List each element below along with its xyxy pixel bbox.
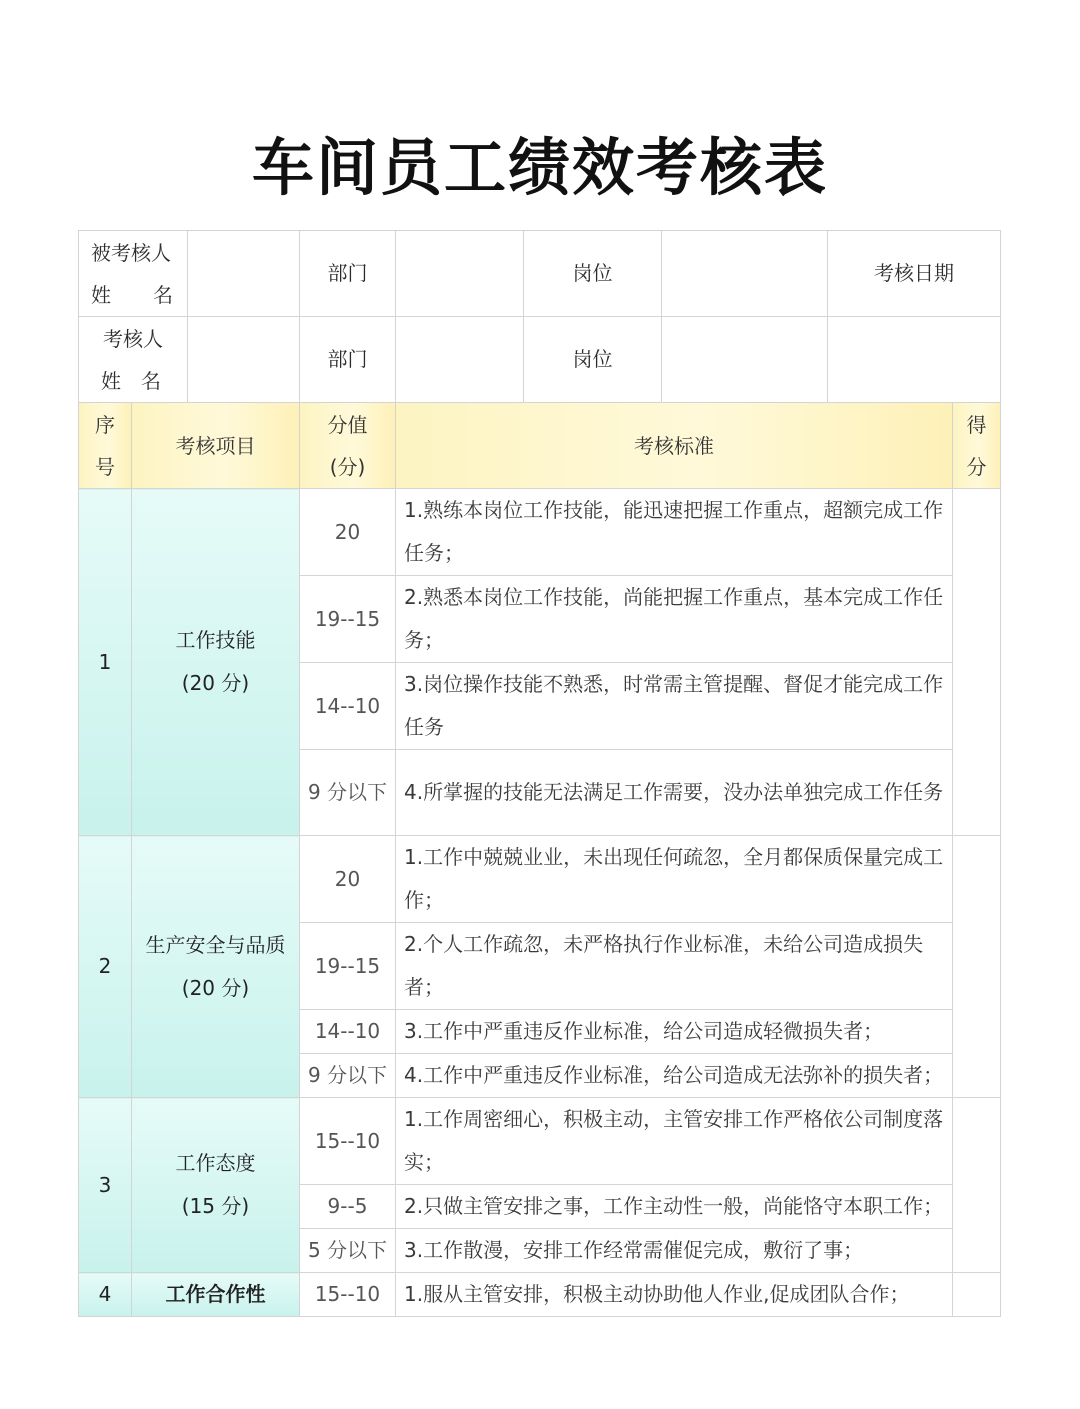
examinee-dept-label: 部门	[300, 231, 396, 317]
table-row	[79, 1273, 1001, 1317]
table-row	[79, 1098, 1001, 1185]
header-no-b: 号	[95, 454, 115, 479]
criteria-cell: 2.熟悉本岗位工作技能，尚能把握工作重点，基本完成工作任务；	[396, 576, 953, 663]
examiner-label-top: 考核人	[103, 326, 163, 351]
score-cell: 9--5	[300, 1185, 396, 1229]
page-title: 车间员工绩效考核表	[251, 131, 828, 204]
criteria-cell: 3.工作散漫，安排工作经常需催促完成，敷衍了事；	[396, 1229, 953, 1273]
section-3-get-score[interactable]	[953, 1098, 1001, 1273]
section-3-item-points: (15 分)	[181, 1194, 250, 1218]
section-3-item-name: 工作态度	[175, 1151, 256, 1175]
section-2-get-score[interactable]	[953, 836, 1001, 1098]
examiner-label-ming: 名	[141, 368, 161, 393]
score-cell: 20	[300, 489, 396, 576]
section-2-item	[132, 836, 300, 1098]
table-header-row	[79, 403, 1001, 489]
header-score	[300, 403, 396, 489]
score-cell: 15--10	[300, 1273, 396, 1317]
performance-table	[78, 230, 1001, 1317]
section-3-item	[132, 1098, 300, 1273]
criteria-cell: 4.所掌握的技能无法满足工作需要，没办法单独完成工作任务	[396, 750, 953, 836]
header-criteria: 考核标准	[396, 403, 953, 489]
examiner-post-label: 岗位	[524, 317, 662, 403]
section-1-get-score[interactable]	[953, 489, 1001, 836]
section-4-no: 4	[79, 1273, 132, 1317]
review-date-label: 考核日期	[828, 231, 1001, 317]
examinee-name-value[interactable]	[188, 231, 300, 317]
criteria-cell: 1.工作周密细心，积极主动，主管安排工作严格依公司制度落实；	[396, 1098, 953, 1185]
section-2-item-name: 生产安全与品质	[145, 932, 286, 957]
score-cell: 19--15	[300, 576, 396, 663]
section-1-item	[132, 489, 300, 836]
examinee-label-xing: 姓	[91, 282, 111, 307]
section-4-item: 工作合作性	[132, 1273, 300, 1317]
score-cell: 14--10	[300, 663, 396, 750]
examinee-post-label: 岗位	[524, 231, 662, 317]
header-score-b: (分)	[329, 454, 366, 479]
examinee-name-label	[79, 231, 188, 317]
header-item: 考核项目	[132, 403, 300, 489]
criteria-cell: 2.只做主管安排之事，工作主动性一般，尚能恪守本职工作；	[396, 1185, 953, 1229]
score-cell: 14--10	[300, 1010, 396, 1054]
section-3-no: 3	[79, 1098, 132, 1273]
score-cell: 19--15	[300, 923, 396, 1010]
score-cell: 9 分以下	[300, 1054, 396, 1098]
criteria-cell: 1.工作中兢兢业业，未出现任何疏忽，全月都保质保量完成工作；	[396, 836, 953, 923]
examiner-name-value[interactable]	[188, 317, 300, 403]
examinee-post-value[interactable]	[662, 231, 828, 317]
info-row-examiner	[79, 317, 1001, 403]
criteria-cell: 1.熟练本岗位工作技能，能迅速把握工作重点，超额完成工作任务；	[396, 489, 953, 576]
section-1-item-points: (20 分)	[181, 671, 250, 695]
score-cell: 5 分以下	[300, 1229, 396, 1273]
table-row	[79, 836, 1001, 923]
examiner-dept-label: 部门	[300, 317, 396, 403]
examiner-name-label	[79, 317, 188, 403]
section-2-item-points: (20 分)	[181, 975, 250, 1000]
review-date-value[interactable]	[828, 317, 1001, 403]
section-4-get-score[interactable]	[953, 1273, 1001, 1317]
criteria-cell: 3.工作中严重违反作业标准，给公司造成轻微损失者；	[396, 1010, 953, 1054]
section-1-item-name: 工作技能	[175, 628, 256, 652]
header-no	[79, 403, 132, 489]
table-row	[79, 489, 1001, 576]
criteria-cell: 1.服从主管安排，积极主动协助他人作业,促成团队合作；	[396, 1273, 953, 1317]
info-row-examinee	[79, 231, 1001, 317]
criteria-cell: 2.个人工作疏忽，未严格执行作业标准，未给公司造成损失者；	[396, 923, 953, 1010]
examiner-label-xing: 姓	[101, 368, 121, 393]
header-no-a: 序	[95, 412, 115, 437]
section-2-no: 2	[79, 836, 132, 1098]
header-get-score	[953, 403, 1001, 489]
score-cell: 15--10	[300, 1098, 396, 1185]
section-1-no: 1	[79, 489, 132, 836]
header-get-b: 分	[966, 454, 987, 479]
score-cell: 9 分以下	[300, 750, 396, 836]
score-cell: 20	[300, 836, 396, 923]
examinee-label-ming: 名	[153, 282, 173, 307]
header-score-a: 分值	[327, 412, 368, 437]
examiner-dept-value[interactable]	[396, 317, 524, 403]
examinee-dept-value[interactable]	[396, 231, 524, 317]
examinee-label-top: 被考核人	[91, 240, 171, 265]
criteria-cell: 4.工作中严重违反作业标准，给公司造成无法弥补的损失者；	[396, 1054, 953, 1098]
examiner-post-value[interactable]	[662, 317, 828, 403]
criteria-cell: 3.岗位操作技能不熟悉，时常需主管提醒、督促才能完成工作任务	[396, 663, 953, 750]
header-get-a: 得	[966, 412, 987, 437]
